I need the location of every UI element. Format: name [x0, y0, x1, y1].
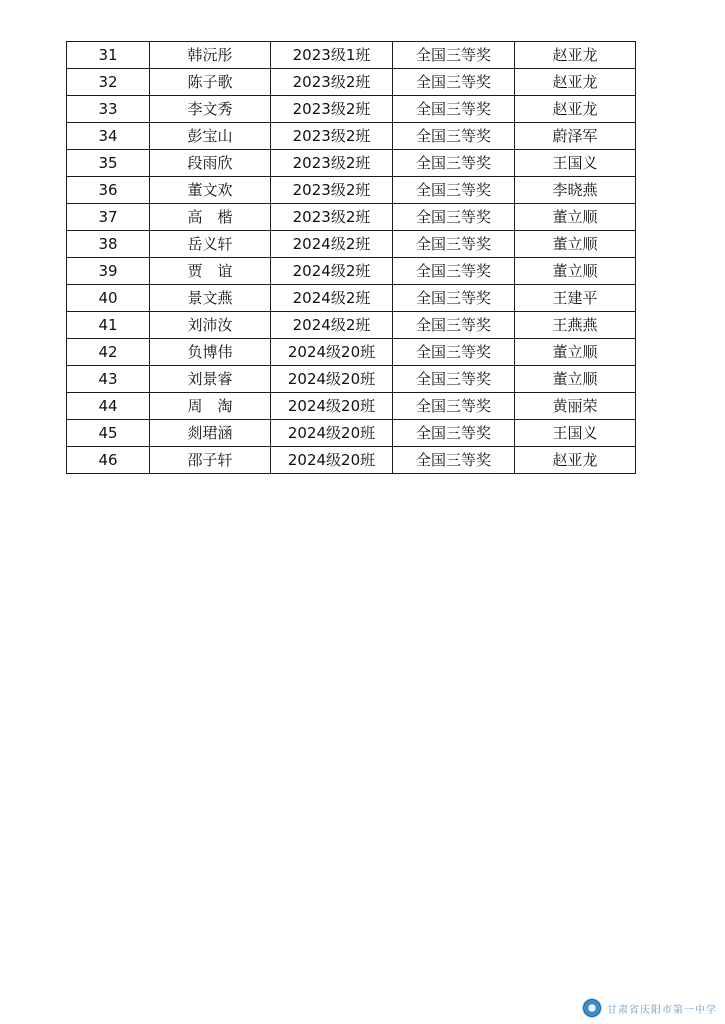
award-level: 全国三等奖: [393, 69, 515, 96]
award-level: 全国三等奖: [393, 42, 515, 69]
row-number: 36: [67, 177, 150, 204]
row-number: 46: [67, 447, 150, 474]
student-name: 贾 谊: [150, 258, 271, 285]
teacher-name: 王国义: [515, 420, 636, 447]
student-name: 董文欢: [150, 177, 271, 204]
student-name: 刘景睿: [150, 366, 271, 393]
award-level: 全国三等奖: [393, 447, 515, 474]
teacher-name: 赵亚龙: [515, 69, 636, 96]
table-row: [67, 420, 636, 447]
student-name: 景文燕: [150, 285, 271, 312]
class-name: 2024级20班: [271, 393, 393, 420]
row-number: 34: [67, 123, 150, 150]
row-number: 33: [67, 96, 150, 123]
award-level: 全国三等奖: [393, 123, 515, 150]
student-name: 周 淘: [150, 393, 271, 420]
teacher-name: 黄丽荣: [515, 393, 636, 420]
awards-table-body: [67, 42, 636, 474]
class-name: 2024级2班: [271, 231, 393, 258]
class-name: 2023级2班: [271, 177, 393, 204]
student-name: 邵子轩: [150, 447, 271, 474]
class-name: 2024级20班: [271, 339, 393, 366]
award-level: 全国三等奖: [393, 420, 515, 447]
table-row: [67, 312, 636, 339]
class-name: 2023级2班: [271, 204, 393, 231]
table-row: [67, 447, 636, 474]
class-name: 2023级2班: [271, 123, 393, 150]
award-level: 全国三等奖: [393, 258, 515, 285]
teacher-name: 李晓燕: [515, 177, 636, 204]
award-level: 全国三等奖: [393, 204, 515, 231]
class-name: 2024级2班: [271, 258, 393, 285]
student-name: 陈子歌: [150, 69, 271, 96]
watermark-text: 甘肃省庆阳市第一中学: [607, 1004, 717, 1016]
table-row: [67, 150, 636, 177]
award-level: 全国三等奖: [393, 312, 515, 339]
class-name: 2023级1班: [271, 42, 393, 69]
teacher-name: 董立顺: [515, 339, 636, 366]
award-level: 全国三等奖: [393, 150, 515, 177]
row-number: 40: [67, 285, 150, 312]
row-number: 42: [67, 339, 150, 366]
table-row: [67, 231, 636, 258]
awards-table: [66, 41, 636, 474]
class-name: 2024级2班: [271, 285, 393, 312]
table-row: [67, 42, 636, 69]
class-name: 2024级20班: [271, 366, 393, 393]
student-name: 高 楷: [150, 204, 271, 231]
teacher-name: 赵亚龙: [515, 42, 636, 69]
class-name: 2024级2班: [271, 312, 393, 339]
award-level: 全国三等奖: [393, 366, 515, 393]
class-name: 2023级2班: [271, 150, 393, 177]
teacher-name: 王燕燕: [515, 312, 636, 339]
award-level: 全国三等奖: [393, 285, 515, 312]
row-number: 41: [67, 312, 150, 339]
award-level: 全国三等奖: [393, 393, 515, 420]
table-row: [67, 96, 636, 123]
teacher-name: 赵亚龙: [515, 96, 636, 123]
table-row: [67, 69, 636, 96]
table-row: [67, 204, 636, 231]
table-row: [67, 177, 636, 204]
teacher-name: 王建平: [515, 285, 636, 312]
table-row: [67, 366, 636, 393]
award-level: 全国三等奖: [393, 96, 515, 123]
school-emblem-icon: [583, 999, 601, 1017]
row-number: 44: [67, 393, 150, 420]
row-number: 45: [67, 420, 150, 447]
teacher-name: 赵亚龙: [515, 447, 636, 474]
table-row: [67, 393, 636, 420]
table-row: [67, 285, 636, 312]
teacher-name: 董立顺: [515, 258, 636, 285]
row-number: 35: [67, 150, 150, 177]
table-row: [67, 339, 636, 366]
row-number: 37: [67, 204, 150, 231]
award-level: 全国三等奖: [393, 231, 515, 258]
student-name: 李文秀: [150, 96, 271, 123]
school-watermark: [583, 998, 717, 1018]
table-row: [67, 258, 636, 285]
award-level: 全国三等奖: [393, 177, 515, 204]
student-name: 负博伟: [150, 339, 271, 366]
row-number: 38: [67, 231, 150, 258]
student-name: 彭宝山: [150, 123, 271, 150]
teacher-name: 董立顺: [515, 366, 636, 393]
student-name: 刘沛汝: [150, 312, 271, 339]
teacher-name: 董立顺: [515, 231, 636, 258]
teacher-name: 蔚泽军: [515, 123, 636, 150]
class-name: 2023级2班: [271, 69, 393, 96]
row-number: 43: [67, 366, 150, 393]
table-row: [67, 123, 636, 150]
student-name: 段雨欣: [150, 150, 271, 177]
class-name: 2024级20班: [271, 420, 393, 447]
student-name: 韩沅彤: [150, 42, 271, 69]
student-name: 岳义轩: [150, 231, 271, 258]
row-number: 32: [67, 69, 150, 96]
class-name: 2023级2班: [271, 96, 393, 123]
row-number: 39: [67, 258, 150, 285]
class-name: 2024级20班: [271, 447, 393, 474]
award-level: 全国三等奖: [393, 339, 515, 366]
row-number: 31: [67, 42, 150, 69]
teacher-name: 王国义: [515, 150, 636, 177]
student-name: 剡珺涵: [150, 420, 271, 447]
teacher-name: 董立顺: [515, 204, 636, 231]
